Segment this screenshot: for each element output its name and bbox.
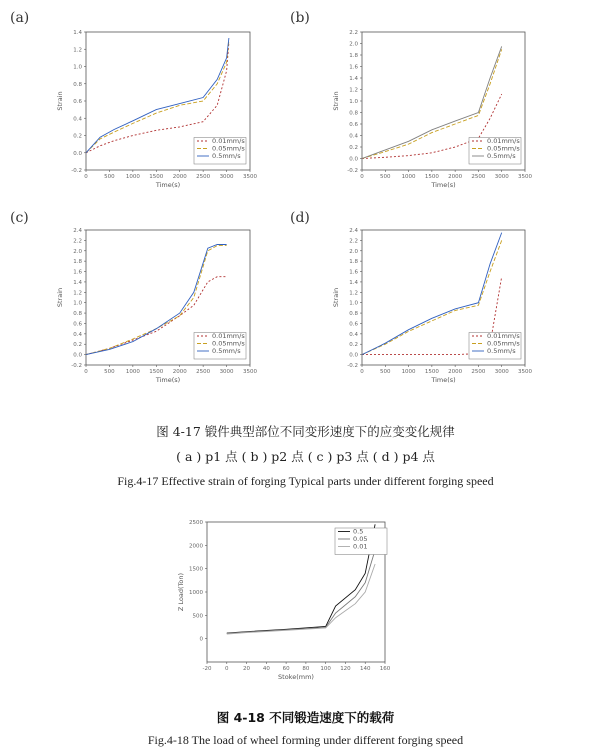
chart-b-xtick-label: 3000 xyxy=(494,174,509,180)
chart-d-ytick-label: 0.4 xyxy=(349,331,358,338)
chart-b-legend-label-2: 0.5mm/s xyxy=(487,152,516,160)
chart-a-xlabel: Time(s) xyxy=(155,181,181,189)
chart-d-ytick-label: 0.6 xyxy=(349,321,358,328)
chart-b-xtick-label: 2500 xyxy=(471,174,486,180)
chart-load-xtick-label: 140 xyxy=(359,666,371,672)
chart-a-ytick-label: 0.8 xyxy=(73,81,82,88)
chart-b-legend-label-0: 0.01mm/s xyxy=(487,137,520,145)
chart-d-ytick-label: 0.0 xyxy=(349,352,358,359)
chart-b-ytick-label: 2.0 xyxy=(349,41,358,48)
chart-a-xtick-label: 500 xyxy=(104,174,115,180)
chart-d-legend-label-2: 0.5mm/s xyxy=(487,347,516,355)
chart-c-ytick-label: 1.2 xyxy=(73,290,82,297)
chart-c-ytick-label: 0.4 xyxy=(73,331,82,338)
chart-load-ytick-label: 500 xyxy=(192,613,203,620)
chart-d-xtick-label: 3500 xyxy=(518,369,532,375)
chart-a-xtick-label: 2500 xyxy=(196,174,211,180)
chart-a-ytick-label: 1.0 xyxy=(73,64,82,71)
chart-c-ytick-label: 0.2 xyxy=(73,342,82,349)
chart-load-xtick-label: 160 xyxy=(379,666,391,672)
chart-b-legend-label-1: 0.05mm/s xyxy=(487,144,520,153)
chart-c-ytick-label: 0.8 xyxy=(73,311,82,318)
chart-b-xlabel: Time(s) xyxy=(431,181,456,189)
chart-d-ytick-label: -0.2 xyxy=(347,363,358,369)
chart-a-xtick-label: 1000 xyxy=(125,174,140,180)
chart-a-legend-label-1: 0.05mm/s xyxy=(212,144,245,153)
chart-d-ytick-label: 0.8 xyxy=(349,311,358,318)
chart-b-ytick-label: 0.4 xyxy=(349,133,358,140)
chart-load-xtick-label: 0 xyxy=(225,666,229,672)
figure-4-17-subcaption: ( a ) p1 点 ( b ) p2 点 ( c ) p3 点 ( d ) p4 点 xyxy=(176,449,435,464)
chart-c-ytick-label: 1.4 xyxy=(73,279,82,286)
chart-c-ytick-label: 0.6 xyxy=(73,321,82,328)
chart-d-xtick-label: 0 xyxy=(360,369,364,375)
chart-b-xtick-label: 2000 xyxy=(448,174,463,180)
chart-a-ytick-label: 1.4 xyxy=(73,30,82,36)
chart-d-legend-label-1: 0.05mm/s xyxy=(487,339,520,348)
chart-d-xlabel: Time(s) xyxy=(431,376,456,384)
chart-a-legend-label-2: 0.5mm/s xyxy=(212,152,241,160)
chart-c-legend-label-1: 0.05mm/s xyxy=(212,339,245,348)
chart-a-ylabel: Strain xyxy=(56,91,64,111)
chart-c-xtick-label: 2000 xyxy=(172,369,187,375)
chart-d-xtick-label: 1000 xyxy=(401,369,416,375)
chart-c-xtick-label: 1500 xyxy=(149,369,164,375)
figure-4-17-caption-en: Fig.4-17 Effective strain of forging Typical parts under different forging speed xyxy=(117,474,494,488)
chart-c-ytick-label: 2.4 xyxy=(73,228,82,234)
chart-load-ytick-label: 1000 xyxy=(189,590,203,596)
chart-b-ytick-label: 2.2 xyxy=(349,30,358,36)
chart-c-ytick-label: 2.2 xyxy=(73,238,82,245)
chart-d-ytick-label: 1.4 xyxy=(349,279,358,286)
chart-c-ytick-label: 1.0 xyxy=(73,300,82,307)
chart-d-ylabel: Strain xyxy=(332,287,340,308)
chart-load-xtick-label: 120 xyxy=(340,666,351,672)
chart-d-xtick-label: 3000 xyxy=(494,369,509,375)
chart-b-ytick-label: 0.0 xyxy=(349,156,358,163)
chart-d-ytick-label: 1.0 xyxy=(349,300,358,307)
chart-c-ytick-label: -0.2 xyxy=(71,363,82,369)
chart-a-xtick-label: 3500 xyxy=(243,174,257,180)
chart-b-ytick-label: 0.6 xyxy=(349,122,358,128)
chart-d-ytick-label: 0.2 xyxy=(349,342,358,349)
chart-d-ytick-label: 2.4 xyxy=(349,228,358,234)
chart-b-ytick-label: 1.6 xyxy=(349,64,358,71)
chart-load-xtick-label: 20 xyxy=(243,666,251,672)
chart-d-xtick-label: 2000 xyxy=(448,369,463,375)
chart-c-xtick-label: 2500 xyxy=(196,369,211,375)
chart-b-xtick-label: 3500 xyxy=(518,174,532,180)
chart-d-ytick-label: 1.6 xyxy=(349,269,358,276)
chart-c-xlabel: Time(s) xyxy=(155,376,181,384)
panel-label-c: (c) xyxy=(10,210,29,226)
chart-a-legend-label-0: 0.01mm/s xyxy=(212,137,245,145)
chart-d-xtick-label: 2500 xyxy=(471,369,486,375)
chart-a-ytick-label: 0.2 xyxy=(73,133,82,140)
chart-load-xtick-label: -20 xyxy=(202,666,212,672)
chart-d-ytick-label: 1.8 xyxy=(349,259,358,266)
figure-4-18-caption-cn: 图 4-18 不同锻造速度下的载荷 xyxy=(216,710,395,725)
chart-b-ytick-label: 0.8 xyxy=(349,110,358,117)
chart-c-xtick-label: 1000 xyxy=(125,369,140,375)
chart-c-xtick-label: 500 xyxy=(104,369,115,375)
chart-d-xtick-label: 1500 xyxy=(424,369,439,375)
chart-load-xtick-label: 60 xyxy=(282,666,290,672)
chart-b-ytick-label: 0.2 xyxy=(349,145,358,151)
chart-b-xtick-label: 1000 xyxy=(401,174,416,180)
chart-c-legend-label-0: 0.01mm/s xyxy=(212,332,245,340)
chart-c-ytick-label: 1.6 xyxy=(73,269,82,276)
chart-a-ytick-label: 0.6 xyxy=(73,99,82,105)
chart-a-xtick-label: 1500 xyxy=(149,174,164,180)
chart-c-ylabel: Strain xyxy=(56,287,64,308)
chart-d-ytick-label: 2.2 xyxy=(349,238,358,245)
chart-b-ytick-label: 1.8 xyxy=(349,53,358,59)
chart-a-ytick-label: -0.2 xyxy=(71,168,82,174)
chart-c-xtick-label: 3500 xyxy=(243,369,257,375)
chart-d-ytick-label: 1.2 xyxy=(349,290,358,297)
chart-load-ytick-label: 2000 xyxy=(189,543,203,550)
chart-d-legend-label-0: 0.01mm/s xyxy=(487,332,520,340)
chart-c-ytick-label: 1.8 xyxy=(73,259,82,266)
chart-load-legend-label-2: 0.01 xyxy=(353,542,368,551)
chart-load-legend-label-0: 0.5 xyxy=(353,527,364,536)
chart-c-ytick-label: 2.0 xyxy=(73,248,82,255)
figure-4-18-caption-en: Fig.4-18 The load of wheel forming under different forging speed xyxy=(147,733,464,747)
chart-d-ytick-label: 2.0 xyxy=(349,248,358,255)
chart-a-ytick-label: 0.4 xyxy=(73,116,82,123)
panel-label-a: (a) xyxy=(10,10,30,26)
chart-c-legend-label-2: 0.5mm/s xyxy=(212,347,241,355)
chart-load-ytick-label: 2500 xyxy=(189,520,203,526)
panel-label-b: (b) xyxy=(290,10,310,26)
chart-b-xtick-label: 0 xyxy=(360,174,364,180)
chart-load-ytick-label: 0 xyxy=(199,636,203,643)
chart-b-xtick-label: 500 xyxy=(380,174,391,180)
chart-load-legend-label-1: 0.05 xyxy=(353,535,368,543)
chart-b-ylabel: Strain xyxy=(332,91,340,111)
chart-a-ytick-label: 1.2 xyxy=(73,47,82,54)
chart-b-ytick-label: 1.4 xyxy=(349,76,358,82)
chart-a-ytick-label: 0.0 xyxy=(73,150,82,157)
chart-b-ytick-label: 1.0 xyxy=(349,99,358,105)
chart-load-xtick-label: 80 xyxy=(302,666,310,672)
figure-4-17-caption-cn: 图 4-17 锻件典型部位不同变形速度下的应变变化规律 xyxy=(156,424,455,439)
chart-d-xtick-label: 500 xyxy=(380,369,391,375)
chart-load-xtick-label: 100 xyxy=(320,666,331,672)
panel-label-d: (d) xyxy=(290,210,310,226)
chart-load-ytick-label: 1500 xyxy=(189,566,203,573)
chart-a-xtick-label: 0 xyxy=(84,174,88,180)
chart-load-xtick-label: 40 xyxy=(262,666,270,672)
chart-load-ylabel: Z Load(Ton) xyxy=(177,572,185,612)
chart-c-xtick-label: 0 xyxy=(84,369,88,375)
chart-b-ytick-label: 1.2 xyxy=(349,87,358,94)
chart-a-xtick-label: 2000 xyxy=(172,174,187,180)
chart-c-xtick-label: 3000 xyxy=(219,369,234,375)
chart-b-ytick-label: -0.2 xyxy=(347,168,358,174)
chart-load-xlabel: Stoke(mm) xyxy=(278,673,314,681)
chart-a-xtick-label: 3000 xyxy=(219,174,234,180)
chart-c-ytick-label: 0.0 xyxy=(73,352,82,359)
chart-b-xtick-label: 1500 xyxy=(424,174,439,180)
